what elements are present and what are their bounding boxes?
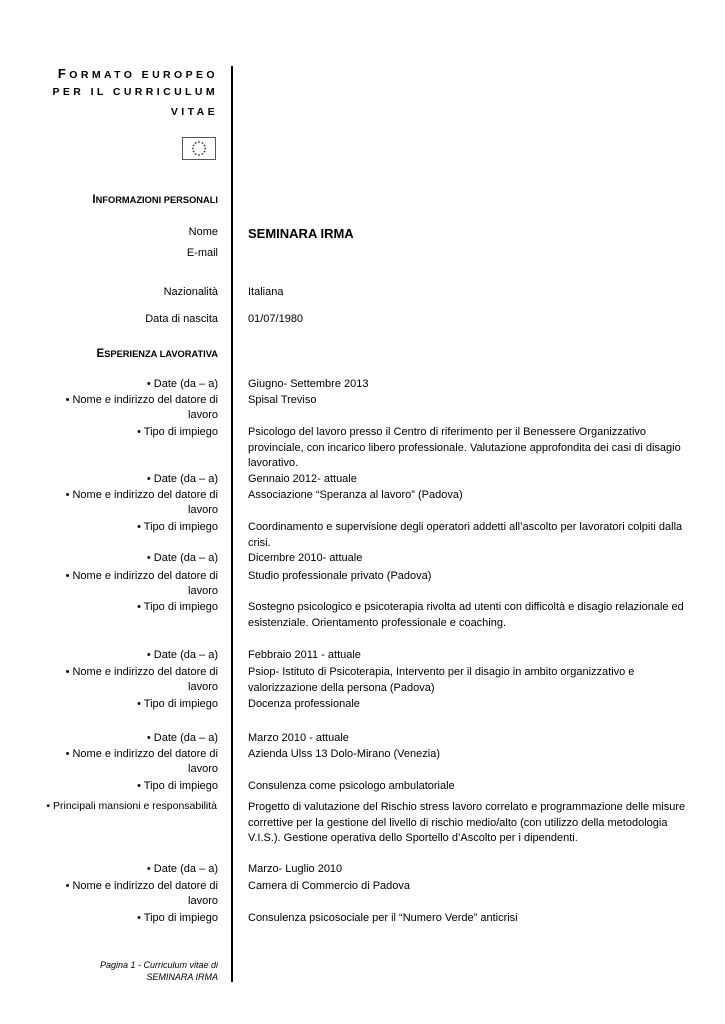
label-job-type: • Tipo di impiego	[137, 426, 218, 438]
value-nationality: Italiana	[248, 286, 284, 298]
label-job-type: • Tipo di impiego	[137, 521, 218, 533]
label-job-type: • Tipo di impiego	[137, 912, 218, 924]
entry-employer: Studio professionale privato (Padova)	[248, 570, 432, 582]
entry-date: Marzo- Luglio 2010	[248, 863, 343, 875]
label-employer: • Nome e indirizzo del datore di lavoro	[65, 748, 218, 775]
page-footer	[18, 959, 218, 983]
entry-job-type: Coordinamento e supervisione degli operatori addetti all’ascolto per lavoratori colpiti dalla crisi.	[248, 521, 683, 549]
cv-title-line2: PER IL CURRICULUM	[52, 86, 218, 98]
entry-employer: Psiop- Istituto di Psicoterapia, Intervento per il disagio in ambito organizzativo e valorizzazione della persona (Padova)	[248, 666, 635, 694]
label-job-type: • Tipo di impiego	[137, 698, 218, 710]
footer-line1: Pagina 1 - Curriculum vitae di	[99, 960, 218, 970]
label-employer: • Nome e indirizzo del datore di lavoro	[65, 880, 218, 907]
entry-job-type: Psicologo del lavoro presso il Centro di riferimento per il Benessere Organizzativo provinciale, con incarico libero professionale. Valutazione approfondita dei casi di disagio lavorativo.	[248, 426, 681, 469]
vertical-divider	[231, 66, 233, 982]
label-date: • Date (da – a)	[146, 473, 218, 485]
label-date: • Date (da – a)	[146, 552, 218, 564]
value-name: SEMINARA IRMA	[248, 226, 354, 241]
label-date: • Date (da – a)	[146, 378, 218, 390]
footer-line2: SEMINARA IRMA	[146, 972, 218, 982]
entry-employer: Azienda Ulss 13 Dolo-Mirano (Venezia)	[248, 748, 440, 760]
entry-date: Giugno- Settembre 2013	[248, 378, 369, 390]
entry-employer: Camera di Commercio di Padova	[248, 880, 411, 892]
eu-flag-icon	[182, 137, 216, 160]
cv-title-line1: FORMATO EUROPEO	[57, 66, 218, 81]
label-nationality: Nazionalità	[163, 286, 218, 298]
label-date: • Date (da – a)	[146, 732, 218, 744]
entry-date: Marzo 2010 - attuale	[248, 732, 349, 744]
label-name: Nome	[188, 226, 218, 238]
entry-employer: Spisal Treviso	[248, 394, 317, 406]
label-email: E-mail	[186, 247, 218, 259]
label-employer: • Nome e indirizzo del datore di lavoro	[65, 394, 218, 421]
value-birth-date: 01/07/1980	[248, 313, 304, 325]
section-personal-info: INFORMAZIONI PERSONALI	[92, 194, 218, 206]
entry-job-type: Consulenza come psicologo ambulatoriale	[248, 780, 455, 792]
label-date: • Date (da – a)	[146, 863, 218, 875]
entry-duties: Progetto di valutazione del Rischio stress lavoro correlato e programmazione delle misure correttive per la gestione del livello di rischio medio/alto (con utilizzo della metodologia V.I.S.). Gestione operativa dello Sportello d’Ascolto per i dipendenti.	[248, 801, 686, 844]
label-job-type: • Tipo di impiego	[137, 601, 218, 613]
section-work-experience: ESPERIENZA LAVORATIVA	[96, 348, 218, 360]
label-employer: • Nome e indirizzo del datore di lavoro	[65, 489, 218, 516]
entry-job-type: Sostegno psicologico e psicoterapia rivolta ad utenti con difficoltà e disagio relazionale ed esistenziale. Orientamento professionale e coaching.	[248, 601, 684, 629]
entry-employer: Associazione “Speranza al lavoro” (Padova)	[248, 489, 463, 501]
entry-date: Dicembre 2010- attuale	[248, 552, 363, 564]
entry-date: Gennaio 2012- attuale	[248, 473, 357, 485]
label-duties: • Principali mansioni e responsabilità	[46, 800, 217, 812]
label-birth-date: Data di nascita	[145, 313, 218, 325]
entry-job-type: Consulenza psicosociale per il “Numero Verde” anticrisi	[248, 912, 518, 924]
label-employer: • Nome e indirizzo del datore di lavoro	[65, 570, 218, 597]
label-employer: • Nome e indirizzo del datore di lavoro	[65, 666, 218, 693]
cv-title-line3: VITAE	[170, 106, 218, 118]
entry-job-type: Docenza professionale	[248, 698, 360, 710]
label-job-type: • Tipo di impiego	[137, 780, 218, 792]
label-date: • Date (da – a)	[146, 649, 218, 661]
entry-date: Febbraio 2011 - attuale	[248, 649, 361, 661]
